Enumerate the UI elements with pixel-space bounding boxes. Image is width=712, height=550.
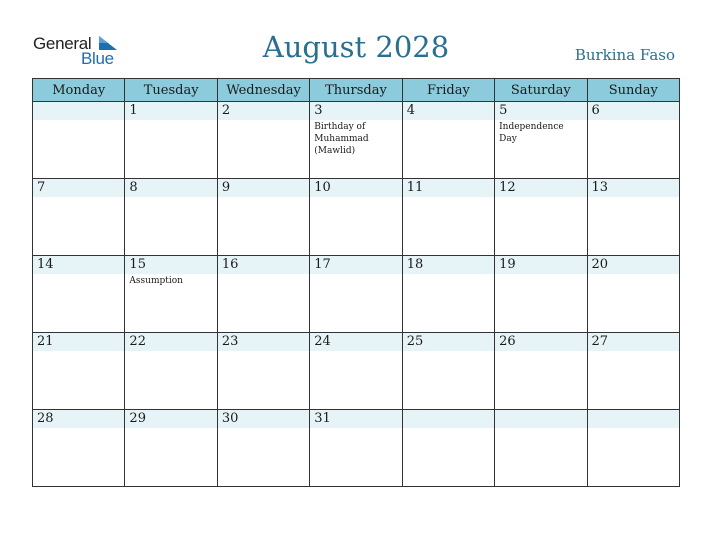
day-number-bar [125, 179, 216, 197]
empty-day-cell [495, 410, 587, 487]
day-number-bar [310, 256, 401, 274]
day-cell [217, 256, 309, 333]
day-number: 2 [221, 103, 231, 118]
calendar-grid [32, 78, 680, 487]
day-number: 19 [499, 257, 516, 272]
day-cell [310, 256, 402, 333]
day-cell [587, 333, 679, 410]
day-cell [310, 333, 402, 410]
day-cell [495, 256, 587, 333]
day-cell [33, 256, 125, 333]
day-number-bar [403, 333, 494, 351]
day-number: 26 [499, 334, 516, 349]
day-number-bar [495, 179, 586, 197]
day-number: 7 [37, 180, 46, 195]
empty-day-cell [587, 410, 679, 487]
day-number-bar [33, 410, 124, 428]
day-number-bar [588, 102, 679, 120]
day-number: 28 [37, 411, 54, 426]
day-cell [310, 102, 402, 179]
weekday-header: Saturday [495, 79, 587, 102]
day-cell [587, 102, 679, 179]
day-number-bar [588, 410, 679, 428]
day-number: 17 [314, 257, 331, 272]
day-number: 16 [221, 257, 239, 272]
day-number-bar [495, 102, 586, 120]
day-cell [217, 179, 309, 256]
day-cell [402, 102, 494, 179]
day-number: 6 [591, 103, 600, 118]
day-cell [587, 179, 679, 256]
day-cell [217, 102, 309, 179]
day-cell [33, 179, 125, 256]
day-number: 18 [406, 257, 424, 272]
day-number-bar [403, 102, 494, 120]
holiday-label: Independence Day [499, 122, 564, 144]
day-number-bar [125, 333, 216, 351]
day-number-bar [125, 410, 216, 428]
day-number-bar [125, 256, 216, 274]
day-cell [217, 333, 309, 410]
day-cell [495, 179, 587, 256]
weekday-header: Tuesday [125, 79, 217, 102]
day-number-bar [310, 102, 401, 120]
weekday-header: Sunday [587, 79, 679, 102]
page-title: August 2028 [262, 30, 450, 64]
day-number-bar [588, 179, 679, 197]
day-number: 23 [221, 334, 239, 349]
day-number: 12 [499, 180, 516, 195]
day-number-bar [495, 333, 586, 351]
logo [33, 34, 133, 68]
empty-day-cell [33, 102, 125, 179]
day-number-bar [33, 102, 124, 120]
day-number-bar [218, 333, 309, 351]
day-cell [402, 256, 494, 333]
day-cell [402, 179, 494, 256]
week-row [33, 102, 680, 179]
day-number: 10 [314, 180, 331, 195]
day-number: 20 [591, 257, 609, 272]
day-number-bar [310, 333, 401, 351]
day-number-bar [33, 179, 124, 197]
day-number-bar [495, 410, 586, 428]
country-label: Burkina Faso [574, 46, 675, 64]
day-number-bar [310, 179, 401, 197]
day-number-bar [218, 179, 309, 197]
day-cell [495, 333, 587, 410]
week-row [33, 256, 680, 333]
day-number: 30 [221, 411, 239, 426]
day-number: 24 [314, 334, 331, 349]
day-number: 11 [406, 180, 424, 195]
day-number: 8 [129, 180, 138, 195]
day-cell [125, 333, 217, 410]
day-number: 4 [406, 103, 415, 118]
blue-triangle-flag-icon [99, 36, 117, 50]
day-cell [125, 179, 217, 256]
day-cell [125, 256, 217, 333]
day-number-bar [218, 256, 309, 274]
day-number-bar [403, 410, 494, 428]
day-number-bar [495, 256, 586, 274]
day-cell [33, 410, 125, 487]
day-cell [217, 410, 309, 487]
day-number-bar [33, 256, 124, 274]
day-cell [310, 410, 402, 487]
day-number: 25 [406, 334, 424, 349]
weekday-header: Friday [402, 79, 494, 102]
day-number-bar [310, 410, 401, 428]
day-number: 1 [129, 103, 138, 118]
day-number-bar [588, 333, 679, 351]
weekday-header-row [33, 79, 680, 102]
day-cell [33, 333, 125, 410]
day-number: 9 [221, 180, 231, 195]
day-number: 22 [129, 334, 146, 349]
day-cell [125, 410, 217, 487]
day-number: 3 [314, 103, 323, 118]
day-cell [495, 102, 587, 179]
day-cell [125, 102, 217, 179]
week-row [33, 333, 680, 410]
day-number-bar [403, 179, 494, 197]
day-number-bar [218, 410, 309, 428]
day-number-bar [403, 256, 494, 274]
day-cell [402, 333, 494, 410]
week-row [33, 179, 680, 256]
weekday-header: Monday [33, 79, 125, 102]
holiday-label: Birthday of Muhammad (Mawlid) [314, 122, 369, 156]
day-number-bar [125, 102, 216, 120]
day-number-bar [33, 333, 124, 351]
logo-word-general: General [33, 34, 92, 53]
day-number: 27 [591, 334, 609, 349]
day-number: 29 [129, 411, 146, 426]
day-cell [310, 179, 402, 256]
day-number: 14 [37, 257, 54, 272]
week-row [33, 410, 680, 487]
holiday-label: Assumption [129, 276, 183, 286]
day-number-bar [218, 102, 309, 120]
weekday-header: Wednesday [217, 79, 309, 102]
empty-day-cell [402, 410, 494, 487]
day-number: 15 [129, 257, 146, 272]
logo-word-blue: Blue [81, 49, 114, 68]
day-number: 13 [591, 180, 609, 195]
day-number: 21 [37, 334, 54, 349]
day-number-bar [588, 256, 679, 274]
weekday-header: Thursday [310, 79, 402, 102]
day-cell [587, 256, 679, 333]
day-number: 31 [314, 411, 331, 426]
day-number: 5 [499, 103, 508, 118]
